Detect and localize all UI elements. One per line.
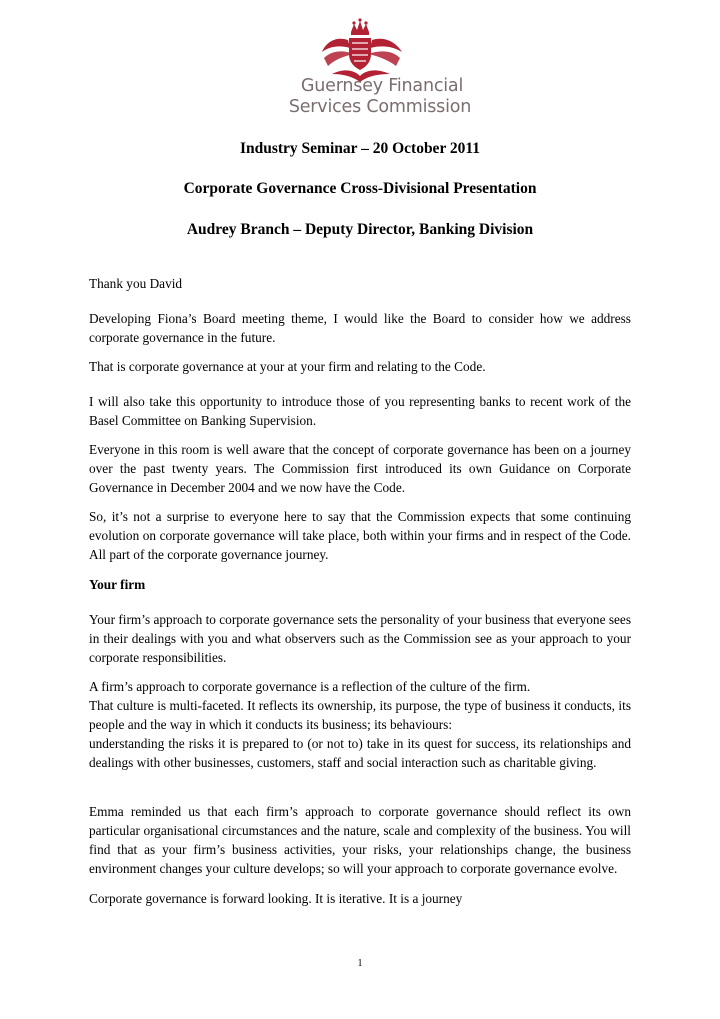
- paragraph-everyone: [89, 440, 631, 497]
- crown-and-lions-emblem-icon: [318, 18, 408, 84]
- paragraph-emma: [89, 802, 631, 878]
- paragraph-reflection: [89, 677, 631, 772]
- seminar-title: Industry Seminar – 20 October 2011: [239, 140, 481, 157]
- paragraph-approach: [89, 610, 631, 667]
- page-number: 1: [357, 958, 363, 969]
- paragraph-text: understanding the risks it is prepared to (or not to) take in its quest for success, its relationships and dealings with other businesses, customers, staff and social interaction such as charitable giving.: [89, 736, 631, 770]
- paragraph-text: Emma reminded us that each firm’s approach to corporate governance should reflect its own particular organisational circumstances and the nature, scale and complexity of the business. You will find that as your firm’s business activities, your risks, your relationships change, the business environment changes your culture develops; so will your approach to corporate governance evolve.: [89, 804, 631, 876]
- paragraph-forward: [89, 889, 631, 908]
- paragraph-thanks: [89, 274, 631, 293]
- gfsc-logo: [270, 18, 470, 118]
- logo-text-line1: Guernsey Financial: [300, 76, 464, 96]
- paragraph-text: A firm’s approach to corporate governance is a reflection of the culture of the firm.: [89, 679, 531, 694]
- paragraph-also: [89, 392, 631, 430]
- paragraph-so: [89, 507, 631, 564]
- paragraph-text: Corporate governance is forward looking. It is iterative. It is a journey: [89, 891, 463, 906]
- paragraph-text: That is corporate governance at your at your firm and relating to the Code.: [89, 359, 486, 374]
- paragraph-text: I will also take this opportunity to introduce those of you representing banks to recent work of the Basel Committee on Banking Supervision.: [89, 394, 631, 428]
- paragraph-text: Everyone in this room is well aware that the concept of corporate governance has been on a journey over the past twenty years. The Commission first introduced its own Guidance on Corporate Governance in December 2004 and we now have the Code.: [89, 442, 631, 495]
- speaker-title: Audrey Branch – Deputy Director, Banking Division: [186, 221, 534, 238]
- paragraph-text: Developing Fiona’s Board meeting theme, I would like the Board to consider how we address corporate governance in the future.: [89, 311, 631, 345]
- section-heading-your-firm: [89, 575, 631, 594]
- presentation-title: Corporate Governance Cross-Divisional Presentation: [183, 180, 537, 197]
- paragraph-text: That culture is multi-faceted. It reflects its ownership, its purpose, the type of business it conducts, its people and the way in which it conducts its business; its behaviours:: [89, 698, 631, 732]
- paragraph-developing: [89, 309, 631, 347]
- paragraph-text: Thank you David: [89, 276, 183, 291]
- paragraph-text: Your firm’s approach to corporate governance sets the personality of your business that everyone sees in their dealings with you and what observers such as the Commission see as your approach to your corporate responsibilities.: [89, 612, 631, 665]
- paragraph-that-is: [89, 357, 631, 376]
- section-heading-text: Your firm: [89, 577, 146, 592]
- paragraph-text: So, it’s not a surprise to everyone here to say that the Commission expects that some continuing evolution on corporate governance will take place, both within your firms and in respect of the Code. All part of the corporate governance journey.: [89, 509, 631, 562]
- logo-text-line2: Services Commission: [288, 97, 472, 117]
